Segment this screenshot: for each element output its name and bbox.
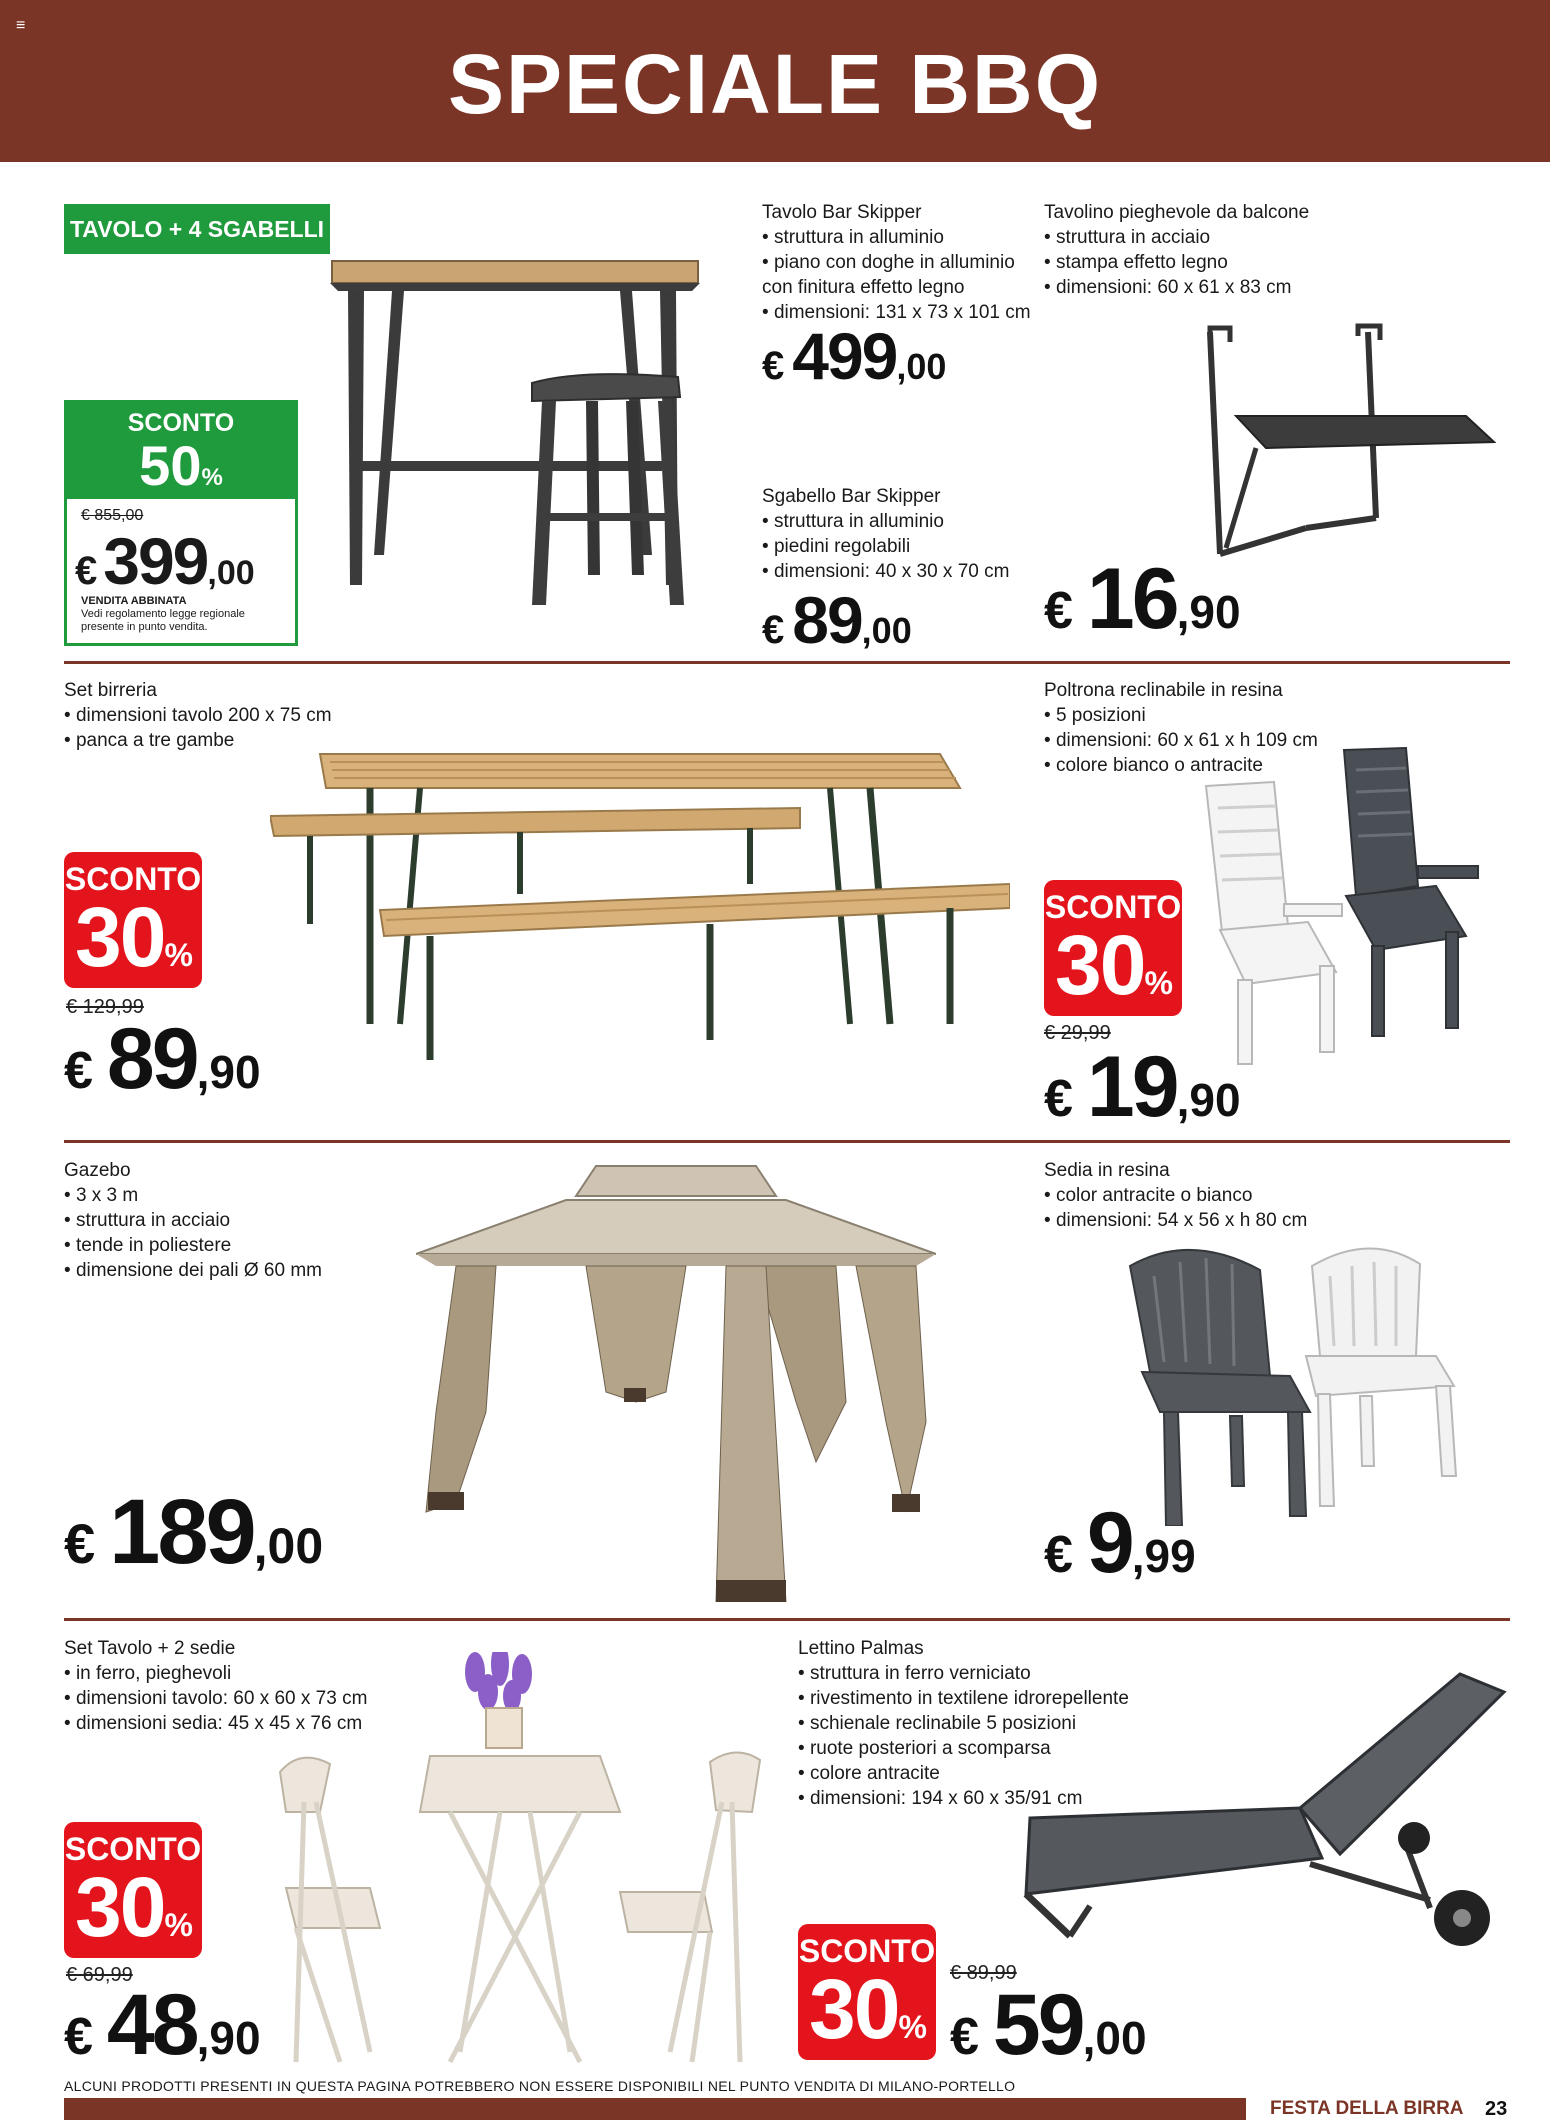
product-title: Set Tavolo + 2 sedie	[64, 1638, 236, 1659]
feature-item: • dimensioni: 60 x 61 x 83 cm	[1044, 275, 1344, 300]
price-gazebo: € 189,00	[64, 1481, 324, 1583]
feature-item: • rivestimento in textilene idrorepellente	[798, 1686, 1218, 1711]
feature-item: • piedini regolabili	[762, 534, 1032, 559]
product-sedia-resina	[1044, 1158, 1344, 1233]
old-price-poltrona: € 29,99	[1044, 1022, 1111, 1044]
price-tavolino-balcone: € 16,90	[1044, 551, 1241, 647]
feature-list	[1044, 225, 1344, 300]
badge-percent: 30%	[75, 890, 191, 984]
bundle-tag: TAVOLO + 4 SGABELLI	[64, 204, 330, 254]
badge-percent: 30%	[75, 1860, 191, 1954]
discount-badge-lettino	[798, 1924, 936, 2060]
recliner-chairs-image	[1196, 746, 1516, 1066]
feature-list	[64, 1183, 404, 1283]
bundle-discount-badge	[67, 403, 295, 499]
section-divider	[64, 1618, 1510, 1621]
feature-item: • struttura in acciaio	[1044, 225, 1344, 250]
feature-item: • panca a tre gambe	[64, 728, 404, 753]
feature-item: • struttura in alluminio	[762, 225, 1032, 250]
price-lettino: € 59,00	[950, 1977, 1147, 2073]
feature-item: • piano con doghe in alluminio con finitura effetto legno	[762, 250, 1032, 300]
product-title: Sedia in resina	[1044, 1160, 1170, 1181]
feature-list	[762, 225, 1032, 325]
badge-label: SCONTO	[1044, 889, 1182, 925]
badge-label: SCONTO	[64, 1831, 202, 1867]
badge-label: SCONTO	[798, 1933, 936, 1969]
feature-item: • 5 posizioni	[1044, 703, 1344, 728]
feature-item: • dimensioni: 54 x 56 x h 80 cm	[1044, 1208, 1344, 1233]
product-gazebo	[64, 1158, 404, 1283]
price-sedia-resina: € 9,99	[1044, 1495, 1196, 1591]
old-price-lettino: € 89,99	[950, 1962, 1017, 1984]
header-banner	[0, 0, 1550, 162]
menu-icon[interactable]: ≡	[16, 17, 26, 34]
page-number: 23	[1485, 2098, 1508, 2120]
bundle-promo-box	[64, 400, 298, 646]
bundle-price: €399,00	[75, 524, 255, 598]
gazebo-image	[416, 1162, 936, 1602]
feature-item: • dimensioni: 60 x 61 x h 109 cm	[1044, 728, 1344, 753]
balcony-table-image	[1196, 318, 1496, 568]
lounger-image	[1010, 1668, 1510, 1958]
feature-item: • dimensioni: 194 x 60 x 35/91 cm	[798, 1786, 1218, 1811]
feature-item: • dimensioni tavolo 200 x 75 cm	[64, 703, 404, 728]
feature-item: • dimensioni: 131 x 73 x 101 cm	[762, 300, 1032, 325]
product-tavolino-balcone	[1044, 200, 1344, 300]
feature-item: • colore bianco o antracite	[1044, 753, 1344, 778]
discount-badge-set-tavolo	[64, 1822, 202, 1958]
feature-item: • dimensioni tavolo: 60 x 60 x 73 cm	[64, 1686, 424, 1711]
feature-item: • colore antracite	[798, 1761, 1218, 1786]
bundle-old-price: € 855,00	[81, 507, 144, 524]
badge-percent: 30%	[809, 1962, 925, 2056]
feature-list	[1044, 1183, 1344, 1233]
discount-badge-poltrona	[1044, 880, 1182, 1016]
section-divider	[64, 1140, 1510, 1143]
product-title: Poltrona reclinabile in resina	[1044, 680, 1283, 701]
badge-percent: 50%	[139, 434, 223, 497]
badge-label: SCONTO	[127, 409, 235, 437]
old-price-birreria: € 129,99	[66, 996, 144, 1018]
feature-item: • stampa effetto legno	[1044, 250, 1344, 275]
bar-table-image	[320, 255, 710, 610]
badge-percent: 30%	[1055, 918, 1171, 1012]
product-title: Tavolo Bar Skipper	[762, 202, 922, 223]
price-tavolo-bar: € 499,00	[762, 319, 947, 393]
bistro-set-image	[260, 1652, 780, 2072]
feature-item: • 3 x 3 m	[64, 1183, 404, 1208]
product-title: Lettino Palmas	[798, 1638, 924, 1659]
feature-item: • color antracite o bianco	[1044, 1183, 1344, 1208]
feature-item: • tende in poliestere	[64, 1233, 404, 1258]
product-title: Tavolino pieghevole da balcone	[1044, 202, 1310, 223]
feature-list	[762, 509, 1032, 584]
price-birreria: € 89,90	[64, 1011, 261, 1107]
section-divider	[64, 661, 1510, 664]
badge-label: SCONTO	[64, 861, 202, 897]
product-sgabello-bar	[762, 484, 1032, 584]
product-title: Gazebo	[64, 1160, 131, 1181]
feature-item: • struttura in acciaio	[64, 1208, 404, 1233]
product-title: Sgabello Bar Skipper	[762, 486, 941, 507]
feature-item: • struttura in alluminio	[762, 509, 1032, 534]
feature-item: • struttura in ferro verniciato	[798, 1661, 1218, 1686]
footer-bar	[64, 2098, 1246, 2120]
resin-chairs-image	[1120, 1236, 1500, 1526]
bundle-note	[81, 595, 289, 634]
feature-item: • dimensioni sedia: 45 x 45 x 76 cm	[64, 1711, 424, 1736]
old-price-set-tavolo: € 69,99	[66, 1964, 133, 1986]
bundle-note-text: Vedi regolamento legge regionale presente in punto vendita.	[81, 608, 245, 633]
product-title: Set birreria	[64, 680, 157, 701]
price-set-tavolo: € 48,90	[64, 1977, 261, 2073]
feature-item: • schienale reclinabile 5 posizioni	[798, 1711, 1218, 1736]
price-sgabello-bar: € 89,00	[762, 583, 912, 657]
price-poltrona: € 19,90	[1044, 1039, 1241, 1135]
footer-brand: FESTA DELLA BIRRA	[1270, 2098, 1464, 2119]
discount-badge-birreria	[64, 852, 202, 988]
bundle-note-title: VENDITA ABBINATA	[81, 595, 187, 607]
feature-item: • ruote posteriori a scomparsa	[798, 1736, 1218, 1761]
feature-item: • dimensione dei pali Ø 60 mm	[64, 1258, 404, 1283]
product-tavolo-bar	[762, 200, 1032, 325]
page-title: SPECIALE BBQ	[447, 37, 1103, 131]
feature-item: • in ferro, pieghevoli	[64, 1661, 424, 1686]
availability-note: ALCUNI PRODOTTI PRESENTI IN QUESTA PAGINA POTREBBERO NON ESSERE DISPONIBILI NEL PUNTO VENDITA DI MILANO-PORTELLO	[64, 2078, 1016, 2094]
feature-item: • dimensioni: 40 x 30 x 70 cm	[762, 559, 1032, 584]
beer-set-image	[270, 724, 1010, 1084]
